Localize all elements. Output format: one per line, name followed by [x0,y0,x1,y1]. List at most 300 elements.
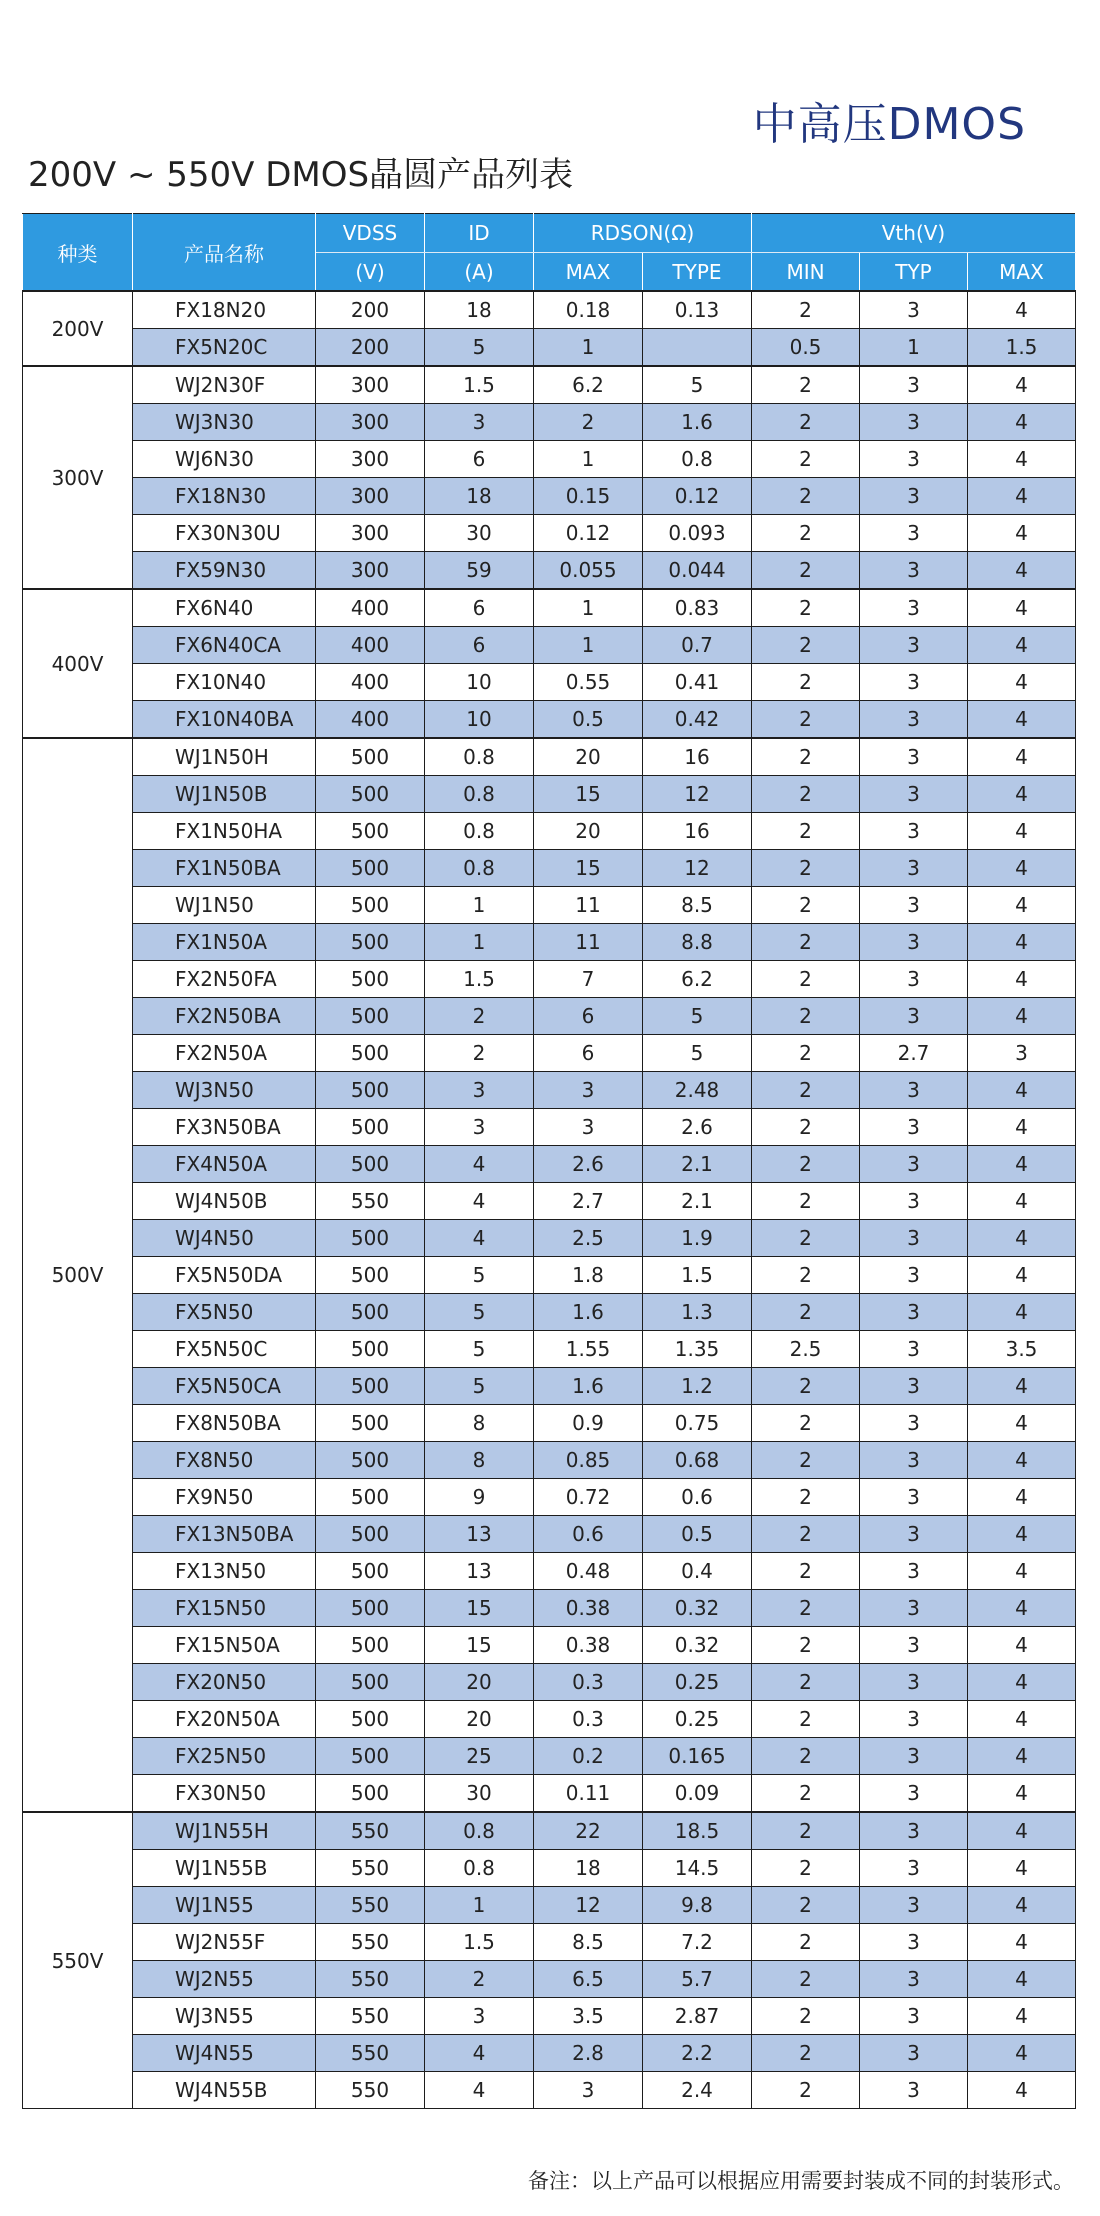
cell-vth-min: 2 [752,1664,860,1701]
header-vth-typ: TYP [860,253,968,292]
cell-vdss: 500 [316,776,425,813]
cell-vth-min: 2 [752,1812,860,1850]
cell-vth-typ: 3 [860,1331,968,1368]
cell-product-name: FX13N50 [133,1553,316,1590]
cell-vth-max: 4 [968,1738,1076,1775]
cell-product-name: FX6N40 [133,589,316,627]
cell-id: 5 [425,1331,534,1368]
cell-vth-typ: 3 [860,887,968,924]
cell-vdss: 550 [316,1961,425,1998]
cell-vth-max: 4 [968,701,1076,739]
cell-vth-typ: 3 [860,1998,968,2035]
cell-vth-min: 2 [752,1257,860,1294]
cell-vth-max: 4 [968,2072,1076,2109]
cell-rdson-max: 0.6 [534,1516,643,1553]
cell-vdss: 500 [316,1516,425,1553]
cell-vth-typ: 3 [860,664,968,701]
page-title: 200V ~ 550V DMOS晶圆产品列表 [28,155,574,195]
cell-id: 9 [425,1479,534,1516]
cell-vdss: 300 [316,441,425,478]
cell-rdson-max: 0.48 [534,1553,643,1590]
cell-rdson-type: 12 [643,850,752,887]
cell-product-name: FX59N30 [133,552,316,590]
cell-vth-min: 2.5 [752,1331,860,1368]
cell-vdss: 500 [316,961,425,998]
cell-rdson-max: 0.5 [534,701,643,739]
voltage-group-label: 500V [23,738,133,1812]
cell-vth-min: 2 [752,1109,860,1146]
cell-id: 18 [425,478,534,515]
header-vdss: VDSS [316,214,425,253]
table-row [23,924,1076,961]
cell-id: 15 [425,1627,534,1664]
cell-id: 2 [425,1035,534,1072]
cell-rdson-max: 2.7 [534,1183,643,1220]
table-row [23,1590,1076,1627]
cell-vth-max: 4 [968,887,1076,924]
cell-vth-min: 2 [752,1405,860,1442]
cell-vdss: 500 [316,1775,425,1813]
cell-vth-typ: 3 [860,589,968,627]
cell-vth-typ: 3 [860,1664,968,1701]
cell-product-name: FX20N50 [133,1664,316,1701]
cell-rdson-max: 0.15 [534,478,643,515]
cell-vth-typ: 3 [860,1590,968,1627]
cell-vth-typ: 3 [860,924,968,961]
cell-vth-max: 4 [968,1109,1076,1146]
cell-rdson-type: 2.48 [643,1072,752,1109]
table-row [23,701,1076,739]
cell-rdson-type: 0.4 [643,1553,752,1590]
cell-rdson-max: 0.3 [534,1701,643,1738]
cell-product-name: FX30N30U [133,515,316,552]
cell-vth-min: 2 [752,1183,860,1220]
cell-vth-typ: 3 [860,1109,968,1146]
cell-vth-max: 4 [968,1887,1076,1924]
cell-vth-typ: 3 [860,366,968,404]
cell-vdss: 300 [316,366,425,404]
cell-rdson-type: 5 [643,366,752,404]
cell-rdson-max: 8.5 [534,1924,643,1961]
cell-rdson-type: 1.9 [643,1220,752,1257]
cell-vdss: 500 [316,1627,425,1664]
cell-rdson-max: 2.6 [534,1146,643,1183]
table-row [23,1294,1076,1331]
cell-product-name: FX18N20 [133,291,316,329]
cell-vth-typ: 3 [860,1553,968,1590]
cell-vth-typ: 3 [860,1627,968,1664]
cell-id: 4 [425,1220,534,1257]
cell-id: 1 [425,924,534,961]
cell-product-name: WJ4N55B [133,2072,316,2109]
table-row [23,404,1076,441]
cell-product-name: FX30N50 [133,1775,316,1813]
cell-rdson-max: 1 [534,329,643,367]
cell-vth-max: 4 [968,291,1076,329]
cell-rdson-max: 0.3 [534,1664,643,1701]
product-table-container [22,213,1075,2109]
cell-product-name: FX20N50A [133,1701,316,1738]
cell-product-name: FX9N50 [133,1479,316,1516]
cell-rdson-type: 2.4 [643,2072,752,2109]
cell-id: 0.8 [425,738,534,776]
cell-product-name: FX13N50BA [133,1516,316,1553]
cell-vdss: 500 [316,887,425,924]
cell-vth-max: 4 [968,627,1076,664]
cell-vth-max: 4 [968,1924,1076,1961]
cell-rdson-type: 5.7 [643,1961,752,1998]
cell-vth-typ: 3 [860,1850,968,1887]
cell-vth-typ: 3 [860,552,968,590]
cell-vth-max: 4 [968,850,1076,887]
cell-vth-max: 4 [968,2035,1076,2072]
cell-vdss: 500 [316,1331,425,1368]
cell-id: 20 [425,1664,534,1701]
cell-vth-min: 2 [752,478,860,515]
cell-id: 0.8 [425,1812,534,1850]
cell-id: 10 [425,664,534,701]
cell-vth-typ: 3 [860,738,968,776]
table-row [23,552,1076,590]
cell-rdson-max: 0.11 [534,1775,643,1813]
cell-vdss: 500 [316,1035,425,1072]
cell-vth-max: 4 [968,664,1076,701]
footnote: 备注：以上产品可以根据应用需要封装成不同的封装形式。 [528,2169,1074,2193]
cell-vth-typ: 3 [860,478,968,515]
cell-rdson-type: 6.2 [643,961,752,998]
cell-rdson-type: 8.5 [643,887,752,924]
cell-rdson-type: 14.5 [643,1850,752,1887]
cell-rdson-max: 1.6 [534,1294,643,1331]
cell-vth-typ: 3 [860,1257,968,1294]
table-row [23,664,1076,701]
cell-vth-min: 2 [752,2035,860,2072]
product-table [22,213,1076,2109]
cell-id: 4 [425,2072,534,2109]
cell-rdson-type: 2.87 [643,1998,752,2035]
cell-product-name: WJ1N50H [133,738,316,776]
cell-rdson-type: 0.12 [643,478,752,515]
cell-vth-typ: 3 [860,1924,968,1961]
cell-vth-typ: 3 [860,1146,968,1183]
table-row [23,1035,1076,1072]
cell-vth-typ: 3 [860,1516,968,1553]
cell-vdss: 500 [316,1368,425,1405]
cell-rdson-max: 0.85 [534,1442,643,1479]
cell-product-name: WJ1N50B [133,776,316,813]
cell-rdson-type: 0.8 [643,441,752,478]
cell-product-name: WJ4N50 [133,1220,316,1257]
cell-product-name: WJ1N55B [133,1850,316,1887]
cell-vth-max: 4 [968,1850,1076,1887]
table-row [23,366,1076,404]
cell-product-name: WJ1N55H [133,1812,316,1850]
table-row [23,1220,1076,1257]
cell-product-name: FX10N40BA [133,701,316,739]
cell-vth-typ: 3 [860,850,968,887]
cell-rdson-max: 2 [534,404,643,441]
cell-vth-typ: 3 [860,776,968,813]
cell-rdson-type: 16 [643,738,752,776]
cell-vth-min: 2 [752,998,860,1035]
cell-id: 5 [425,329,534,367]
cell-vth-min: 2 [752,1775,860,1813]
cell-rdson-type: 0.32 [643,1590,752,1627]
cell-vth-max: 4 [968,998,1076,1035]
cell-vth-typ: 3 [860,1701,968,1738]
cell-vth-min: 2 [752,441,860,478]
cell-product-name: WJ3N55 [133,1998,316,2035]
cell-product-name: FX5N50CA [133,1368,316,1405]
table-row [23,1257,1076,1294]
cell-id: 2 [425,998,534,1035]
cell-rdson-max: 0.55 [534,664,643,701]
cell-product-name: WJ2N55F [133,1924,316,1961]
cell-rdson-type: 2.6 [643,1109,752,1146]
cell-vdss: 500 [316,924,425,961]
cell-vdss: 400 [316,701,425,739]
header-row-1 [23,214,1076,253]
cell-vth-min: 2 [752,515,860,552]
cell-vdss: 500 [316,1664,425,1701]
cell-vth-typ: 3 [860,961,968,998]
cell-rdson-max: 3 [534,2072,643,2109]
cell-vth-typ: 3 [860,1294,968,1331]
cell-id: 13 [425,1516,534,1553]
table-row [23,887,1076,924]
cell-product-name: FX6N40CA [133,627,316,664]
cell-vth-max: 4 [968,776,1076,813]
header-id: ID [425,214,534,253]
cell-rdson-max: 6.5 [534,1961,643,1998]
cell-vth-max: 4 [968,1368,1076,1405]
cell-rdson-max: 1.8 [534,1257,643,1294]
table-row [23,329,1076,367]
cell-vth-typ: 3 [860,813,968,850]
cell-rdson-type: 5 [643,1035,752,1072]
cell-rdson-type: 2.1 [643,1146,752,1183]
cell-id: 4 [425,1183,534,1220]
cell-rdson-type: 16 [643,813,752,850]
cell-vdss: 500 [316,1294,425,1331]
cell-vth-max: 4 [968,441,1076,478]
cell-rdson-type: 1.5 [643,1257,752,1294]
cell-rdson-type: 8.8 [643,924,752,961]
cell-rdson-type: 0.75 [643,1405,752,1442]
cell-vth-typ: 3 [860,291,968,329]
cell-vth-min: 2 [752,1738,860,1775]
table-row [23,1961,1076,1998]
cell-id: 5 [425,1257,534,1294]
cell-id: 3 [425,1072,534,1109]
cell-id: 1 [425,1887,534,1924]
cell-vth-max: 4 [968,1442,1076,1479]
cell-vth-max: 4 [968,1961,1076,1998]
cell-vth-min: 2 [752,552,860,590]
cell-vth-min: 2 [752,1442,860,1479]
header-vth: Vth(V) [752,214,1076,253]
cell-vth-max: 4 [968,478,1076,515]
cell-vth-min: 2 [752,738,860,776]
cell-id: 8 [425,1405,534,1442]
cell-rdson-max: 3 [534,1109,643,1146]
cell-vth-typ: 3 [860,1072,968,1109]
cell-vth-min: 2 [752,1146,860,1183]
cell-vth-max: 4 [968,1257,1076,1294]
cell-vdss: 400 [316,664,425,701]
cell-vdss: 550 [316,1924,425,1961]
table-row [23,1405,1076,1442]
cell-product-name: FX2N50A [133,1035,316,1072]
cell-vth-min: 2 [752,1850,860,1887]
cell-rdson-max: 0.2 [534,1738,643,1775]
cell-vth-max: 4 [968,961,1076,998]
cell-vth-min: 2 [752,404,860,441]
cell-vth-typ: 3 [860,404,968,441]
cell-id: 25 [425,1738,534,1775]
cell-vth-typ: 3 [860,2072,968,2109]
cell-rdson-max: 2.8 [534,2035,643,2072]
cell-vth-max: 1.5 [968,329,1076,367]
cell-rdson-type: 12 [643,776,752,813]
table-row [23,1109,1076,1146]
cell-vdss: 500 [316,1479,425,1516]
table-row [23,776,1076,813]
cell-rdson-max: 1.55 [534,1331,643,1368]
cell-vth-typ: 2.7 [860,1035,968,1072]
table-row [23,478,1076,515]
cell-rdson-type: 0.093 [643,515,752,552]
cell-product-name: FX18N30 [133,478,316,515]
cell-id: 0.8 [425,813,534,850]
cell-rdson-max: 3.5 [534,1998,643,2035]
cell-id: 30 [425,1775,534,1813]
cell-vth-min: 2 [752,1627,860,1664]
cell-vth-typ: 3 [860,1442,968,1479]
cell-id: 3 [425,404,534,441]
cell-id: 6 [425,627,534,664]
header-vth-max: MAX [968,253,1076,292]
cell-vth-min: 2 [752,776,860,813]
cell-id: 1.5 [425,961,534,998]
cell-vth-min: 2 [752,1887,860,1924]
cell-id: 0.8 [425,850,534,887]
cell-vth-min: 2 [752,627,860,664]
cell-product-name: FX5N50 [133,1294,316,1331]
cell-vth-max: 4 [968,1479,1076,1516]
cell-vth-typ: 3 [860,1775,968,1813]
cell-rdson-max: 0.38 [534,1627,643,1664]
cell-product-name: FX5N50DA [133,1257,316,1294]
cell-vth-typ: 3 [860,1961,968,1998]
voltage-group-label: 200V [23,291,133,366]
cell-rdson-type: 0.25 [643,1664,752,1701]
cell-vth-max: 4 [968,1998,1076,2035]
cell-id: 3 [425,1998,534,2035]
cell-id: 5 [425,1368,534,1405]
cell-vth-min: 2 [752,1368,860,1405]
cell-vth-typ: 3 [860,1368,968,1405]
header-rdson-type: TYPE [643,253,752,292]
cell-product-name: WJ3N30 [133,404,316,441]
cell-vth-typ: 3 [860,998,968,1035]
table-row [23,1850,1076,1887]
cell-rdson-max: 1 [534,589,643,627]
cell-vth-max: 4 [968,589,1076,627]
cell-vth-min: 2 [752,1924,860,1961]
cell-vth-min: 2 [752,924,860,961]
cell-vth-min: 2 [752,2072,860,2109]
cell-vdss: 550 [316,1998,425,2035]
cell-vdss: 550 [316,1887,425,1924]
cell-vdss: 500 [316,850,425,887]
table-row [23,1812,1076,1850]
cell-vth-min: 2 [752,813,860,850]
cell-vth-max: 4 [968,1701,1076,1738]
cell-vth-min: 2 [752,1035,860,1072]
cell-vth-min: 2 [752,1701,860,1738]
cell-vth-max: 4 [968,1590,1076,1627]
cell-vth-max: 4 [968,366,1076,404]
cell-rdson-max: 0.9 [534,1405,643,1442]
cell-rdson-type: 2.1 [643,1183,752,1220]
cell-rdson-max: 6.2 [534,366,643,404]
cell-vth-max: 4 [968,1775,1076,1813]
cell-vth-max: 4 [968,1146,1076,1183]
table-row [23,1627,1076,1664]
cell-vth-max: 3.5 [968,1331,1076,1368]
table-row [23,1442,1076,1479]
cell-product-name: FX5N20C [133,329,316,367]
cell-product-name: FX25N50 [133,1738,316,1775]
cell-vdss: 500 [316,738,425,776]
cell-vth-max: 4 [968,1516,1076,1553]
cell-vdss: 300 [316,478,425,515]
cell-rdson-max: 15 [534,776,643,813]
table-row [23,1479,1076,1516]
table-row [23,998,1076,1035]
table-row [23,1368,1076,1405]
table-row [23,1738,1076,1775]
cell-rdson-type: 0.09 [643,1775,752,1813]
cell-id: 1.5 [425,1924,534,1961]
voltage-group-label: 300V [23,366,133,589]
cell-product-name: FX2N50FA [133,961,316,998]
cell-vdss: 500 [316,1257,425,1294]
voltage-group-label: 550V [23,1812,133,2109]
cell-rdson-type: 0.7 [643,627,752,664]
cell-vdss: 500 [316,1220,425,1257]
cell-vth-max: 4 [968,404,1076,441]
cell-id: 18 [425,291,534,329]
cell-rdson-type: 1.3 [643,1294,752,1331]
header-vdss-unit: (V) [316,253,425,292]
cell-vdss: 500 [316,1405,425,1442]
table-row [23,1664,1076,1701]
table-row [23,813,1076,850]
cell-vdss: 200 [316,329,425,367]
cell-rdson-type: 0.42 [643,701,752,739]
header-kind: 种类 [23,214,133,292]
cell-vth-max: 4 [968,1405,1076,1442]
cell-vth-min: 2 [752,366,860,404]
cell-vth-max: 4 [968,738,1076,776]
cell-rdson-type: 0.6 [643,1479,752,1516]
cell-vth-typ: 3 [860,515,968,552]
cell-vdss: 550 [316,2072,425,2109]
cell-vth-min: 2 [752,887,860,924]
cell-rdson-type: 0.165 [643,1738,752,1775]
